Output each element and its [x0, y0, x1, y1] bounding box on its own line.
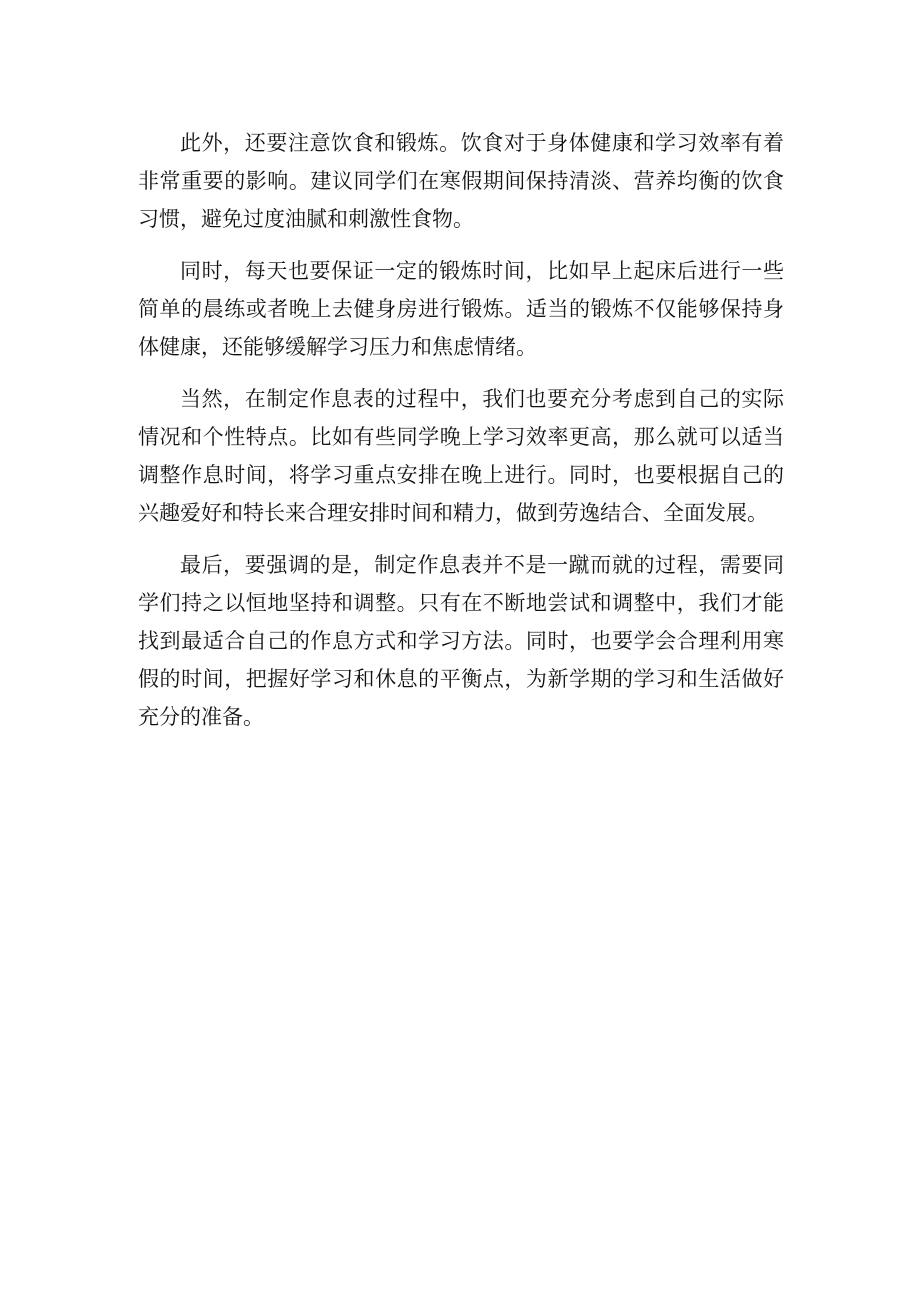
paragraph-daily-exercise: 同时，每天也要保证一定的锻炼时间，比如早上起床后进行一些简单的晨练或者晚上去健身房进行锻炼。适当的锻炼不仅能够保持身体健康，还能够缓解学习压力和焦虑情绪。	[138, 259, 784, 359]
paragraph-conclusion: 最后，要强调的是，制定作息表并不是一蹴而就的过程，需要同学们持之以恒地坚持和调整。只有在不断地尝试和调整中，我们才能找到最适合自己的作息方式和学习方法。同时，也要学会合理利用寒假的时间，把握好学习和休息的平衡点，为新学期的学习和生活做好充分的准备。	[138, 553, 784, 729]
paragraph-diet-exercise: 此外，还要注意饮食和锻炼。饮食对于身体健康和学习效率有着非常重要的影响。建议同学们在寒假期间保持清淡、营养均衡的饮食习惯，避免过度油腻和刺激性食物。	[138, 131, 784, 231]
document-body	[138, 124, 784, 736]
paragraph-personal-schedule: 当然，在制定作息表的过程中，我们也要充分考虑到自己的实际情况和个性特点。比如有些同学晚上学习效率更高，那么就可以适当调整作息时间，将学习重点安排在晚上进行。同时，也要根据自己的兴趣爱好和特长来合理安排时间和精力，做到劳逸结合、全面发展。	[138, 387, 784, 525]
